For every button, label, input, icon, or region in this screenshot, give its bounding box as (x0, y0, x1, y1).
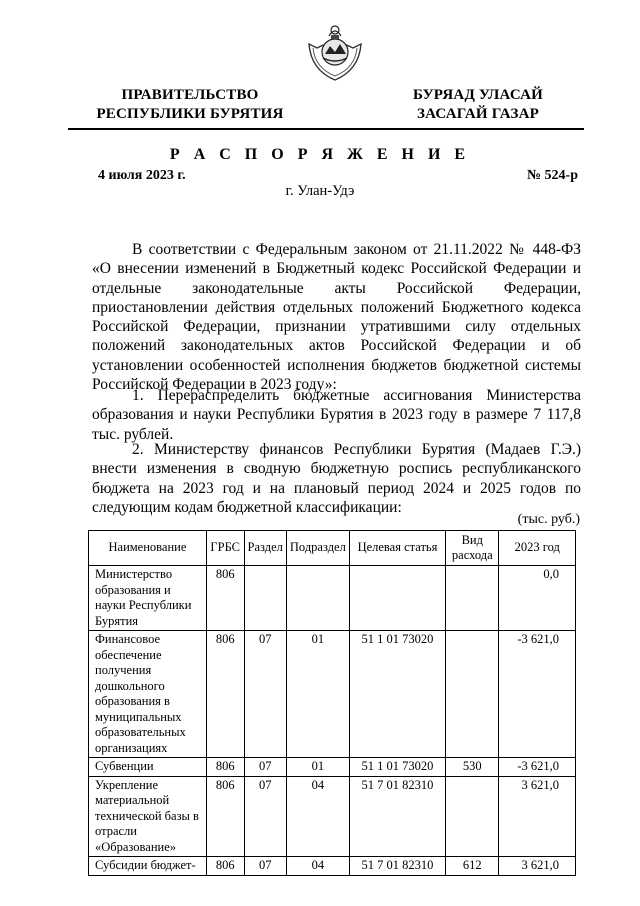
preamble-paragraph: В соответствии с Федеральным законом от 21.11.2022 № 448-ФЗ «О внесении изменений в Бюджетный кодекс Российской Федерации и отдельные законодательные акты Российской Федерации, приостановлении действия отдельных положений Бюджетного кодекса Российской Федерации, признании утратившими силу отдельных положений законодательных актов Российской Федерации и об установлении особенностей исполнения бюджетов бюджетной системы Российской Федерации в 2023 году»: (92, 241, 581, 394)
document-city: г. Улан-Удэ (285, 183, 355, 199)
document-number: № 524-р (526, 168, 578, 183)
document-date: 4 июля 2023 г. (98, 168, 186, 183)
table-row (89, 566, 576, 631)
government-name-line1: ПРАВИТЕЛЬСТВО (121, 87, 259, 103)
table-row (89, 857, 576, 876)
table-row (89, 631, 576, 758)
header-podrazdel: Подраздел (286, 531, 349, 566)
cell-name: Субвенции (89, 758, 207, 777)
item-1-paragraph: 1. Перераспределить бюджетные ассигнования Министерства образования и науки Республики Бурятия в 2023 году в размере 7 117,8 тыс. рублей. (92, 387, 581, 443)
budget-table (88, 530, 576, 876)
table-header-row (89, 531, 576, 566)
table-units: (тыс. руб.) (517, 512, 580, 527)
cell-vid: 530 (446, 758, 499, 777)
cell-podrazdel: 01 (286, 631, 349, 758)
cell-name: Министерство образования и науки Республики Бурятия (89, 566, 207, 631)
cell-razdel: 07 (244, 758, 286, 777)
cell-grbs: 806 (206, 566, 244, 631)
cell-target: 51 7 01 82310 (349, 776, 445, 857)
government-name-line2: РЕСПУБЛИКИ БУРЯТИЯ (96, 106, 284, 122)
cell-amount: 3 621,0 (499, 857, 576, 876)
government-name-russian (90, 86, 290, 124)
cell-target: 51 7 01 82310 (349, 857, 445, 876)
cell-target (349, 566, 445, 631)
header-vid: Вид расхода (446, 531, 499, 566)
document-type-title: Р А С П О Р Я Ж Е Н И Е (169, 146, 471, 163)
cell-target: 51 1 01 73020 (349, 631, 445, 758)
cell-name: Финансовое обеспечение получения дошкольного образования в муниципальных образовательных организациях (89, 631, 207, 758)
cell-podrazdel: 04 (286, 776, 349, 857)
header-target: Целевая статья (349, 531, 445, 566)
government-name-buryat (378, 86, 578, 124)
cell-target: 51 1 01 73020 (349, 758, 445, 777)
cell-vid (446, 566, 499, 631)
cell-vid (446, 631, 499, 758)
cell-podrazdel: 01 (286, 758, 349, 777)
table-row (89, 776, 576, 857)
cell-grbs: 806 (206, 776, 244, 857)
cell-grbs: 806 (206, 758, 244, 777)
cell-vid (446, 776, 499, 857)
cell-name: Субсидии бюджет- (89, 857, 207, 876)
cell-amount: -3 621,0 (499, 758, 576, 777)
coat-of-arms-emblem (305, 22, 365, 84)
cell-grbs: 806 (206, 857, 244, 876)
cell-grbs: 806 (206, 631, 244, 758)
cell-razdel: 07 (244, 857, 286, 876)
cell-razdel (244, 566, 286, 631)
cell-amount: -3 621,0 (499, 631, 576, 758)
table-row (89, 758, 576, 777)
header-amount: 2023 год (499, 531, 576, 566)
cell-amount: 0,0 (499, 566, 576, 631)
cell-podrazdel (286, 566, 349, 631)
cell-podrazdel: 04 (286, 857, 349, 876)
cell-razdel: 07 (244, 776, 286, 857)
government-name-buryat-line2: ЗАСАГАЙ ГАЗАР (417, 106, 539, 122)
header-grbs: ГРБС (206, 531, 244, 566)
cell-vid: 612 (446, 857, 499, 876)
cell-amount: 3 621,0 (499, 776, 576, 857)
header-divider (68, 128, 584, 130)
government-name-buryat-line1: БУРЯАД УЛАСАЙ (412, 87, 544, 103)
cell-name: Укрепление материальной технической базы в отрасли «Образование» (89, 776, 207, 857)
cell-razdel: 07 (244, 631, 286, 758)
header-name: Наименование (89, 531, 207, 566)
item-2-paragraph: 2. Министерству финансов Республики Бурятия (Мадаев Г.Э.) внести изменения в сводную бюджетную роспись республиканского бюджета на 2023 год и на плановый период 2024 и 2025 годов по следующим кодам бюджетной классификации: (92, 441, 581, 516)
header-razdel: Раздел (244, 531, 286, 566)
